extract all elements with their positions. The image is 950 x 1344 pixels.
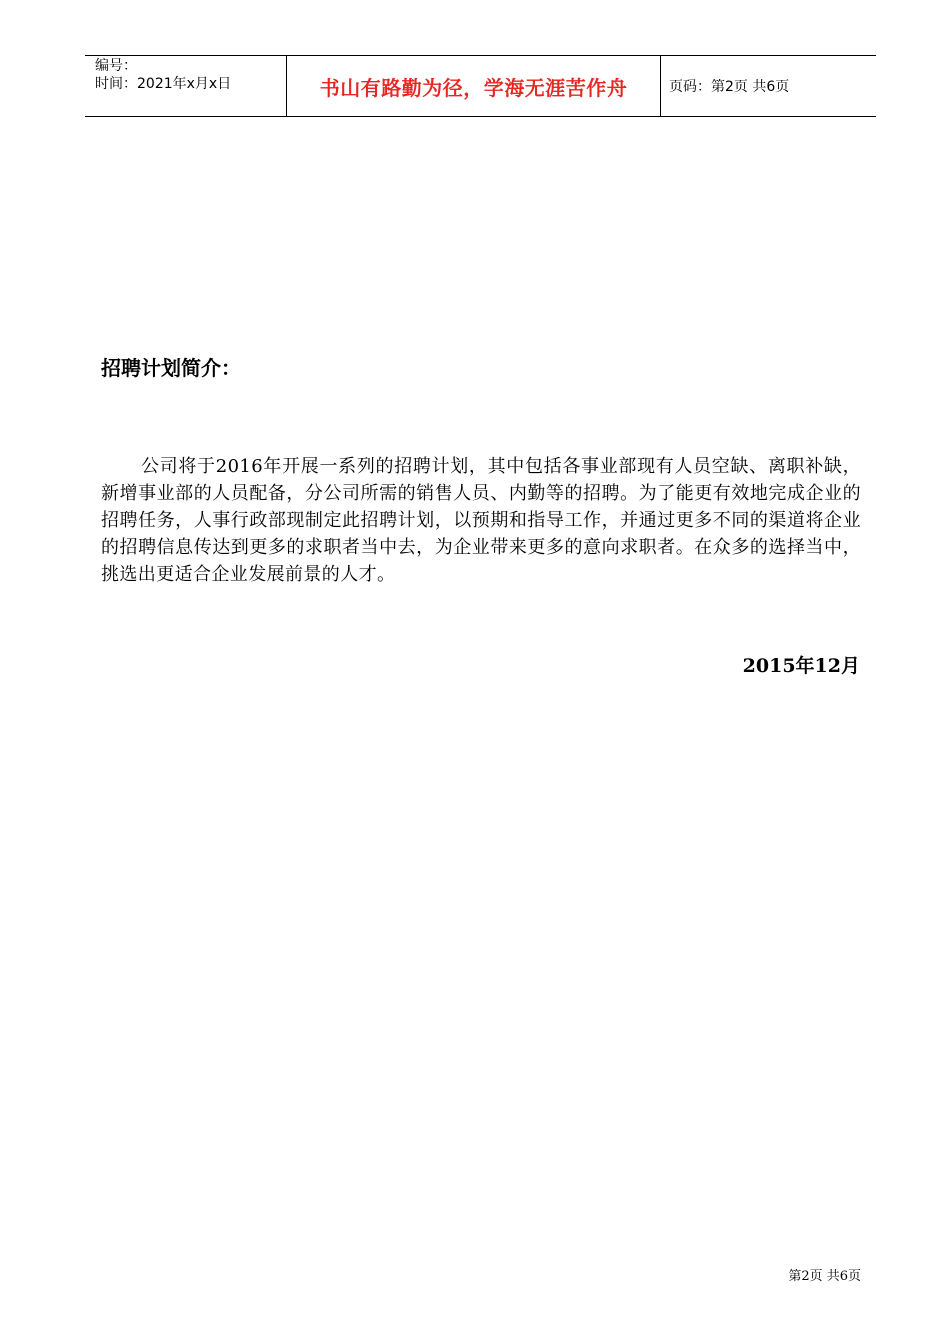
header-page-info: 页码：第2页 共6页 bbox=[669, 79, 790, 95]
body-paragraph: 公司将于2016年开展一系列的招聘计划，其中包括各事业部现有人员空缺、离职补缺，新增事业部的人员配备，分公司所需的销售人员、内勤等的招聘。为了能更有效地完成企业的招聘任务，人事行政部现制定此招聘计划，以预期和指导工作，并通过更多不同的渠道将企业的招聘信息传达到更多的求职者当中去，为企业带来更多的意向求职者。在众多的选择当中，挑选出更适合企业发展前景的人才。 bbox=[101, 456, 861, 585]
document-time-label: 时间：2021年x月x日 bbox=[95, 76, 232, 92]
document-date: 2015年12月 bbox=[742, 655, 860, 677]
section-title: 招聘计划简介： bbox=[101, 356, 241, 380]
page-footer: 第2页 共6页 bbox=[788, 1269, 861, 1284]
document-number-label: 编号： bbox=[95, 58, 137, 74]
header-motto: 书山有路勤为径，学海无涯苦作舟 bbox=[287, 56, 661, 116]
page-header bbox=[85, 55, 876, 117]
header-meta-cell bbox=[85, 56, 287, 116]
